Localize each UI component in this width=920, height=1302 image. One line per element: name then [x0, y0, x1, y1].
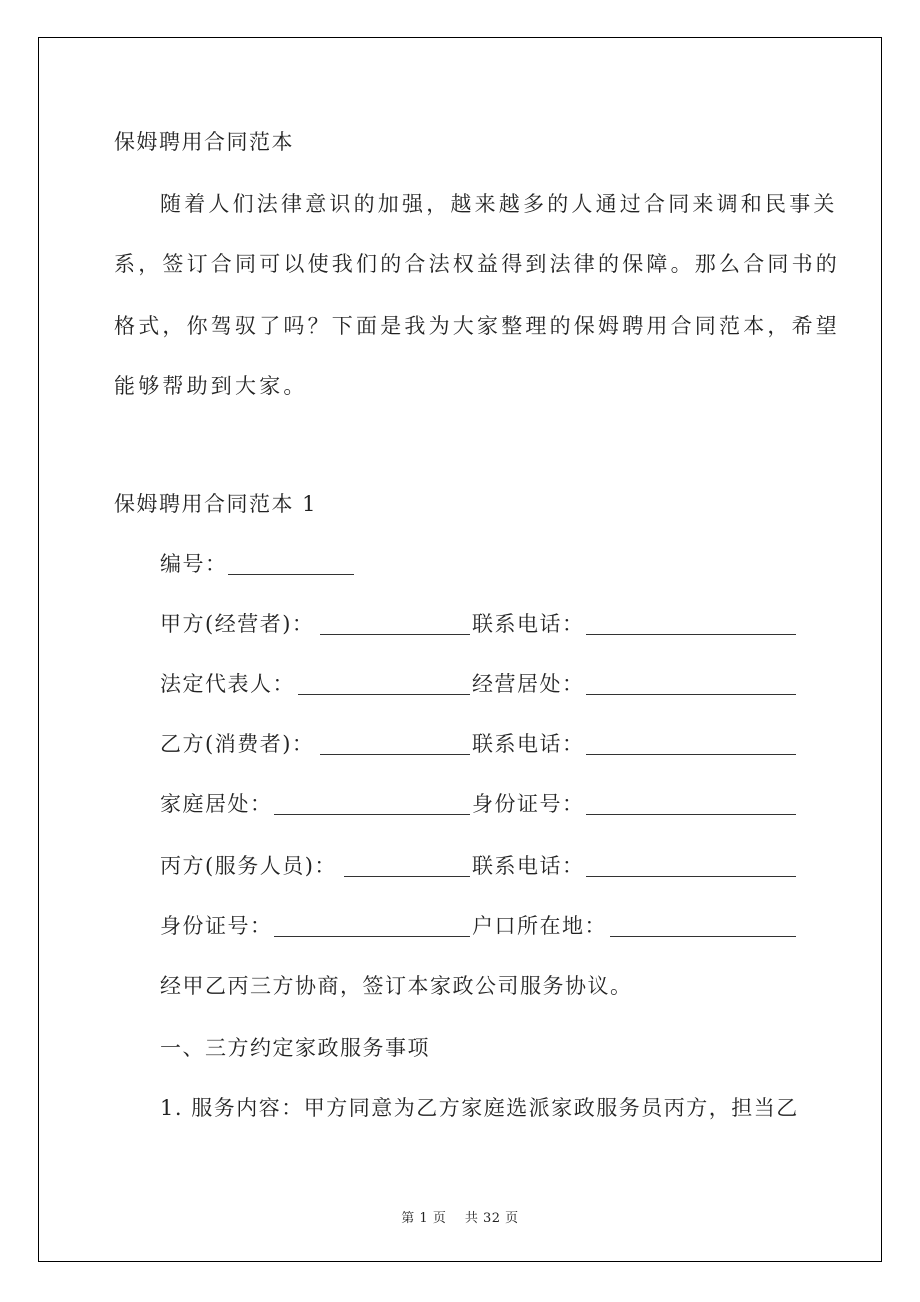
business-address-blank [586, 694, 796, 695]
party-a-row [160, 610, 796, 638]
page-border [38, 37, 882, 1262]
party-b-phone-blank [586, 754, 796, 755]
party-b-id-label: 身份证号： [472, 792, 585, 816]
household-registration-blank [610, 936, 796, 937]
serial-number-row [160, 550, 796, 578]
legal-rep-blank [298, 694, 470, 695]
party-b-id-blank [586, 814, 796, 815]
serial-number-blank [228, 574, 354, 575]
home-address-row [160, 790, 796, 818]
page-number: 第 1 页 [401, 1211, 447, 1226]
party-c-phone-blank [586, 876, 796, 877]
home-address-label: 家庭居处： [160, 792, 273, 816]
section-title: 保姆聘用合同范本 1 [114, 492, 318, 516]
party-c-id-blank [274, 936, 470, 937]
business-address-label: 经营居处： [472, 672, 585, 696]
party-a-blank [320, 634, 470, 635]
party-c-phone-label: 联系电话： [472, 854, 585, 878]
party-c-id-row [160, 912, 796, 940]
agreement-statement: 经甲乙丙三方协商，签订本家政公司服务协议。 [160, 974, 633, 998]
page-total: 共 32 页 [464, 1211, 519, 1226]
household-registration-label: 户口所在地： [472, 914, 607, 938]
page-footer [0, 1207, 920, 1226]
party-a-label: 甲方(经营者)： [160, 612, 315, 636]
party-a-phone-label: 联系电话： [472, 612, 585, 636]
party-c-label: 丙方(服务人员)： [160, 854, 337, 878]
party-c-id-label: 身份证号： [160, 914, 273, 938]
legal-rep-label: 法定代表人： [160, 672, 295, 696]
party-a-phone-blank [586, 634, 796, 635]
clause-1-text: 1. 服务内容：甲方同意为乙方家庭选派家政服务员丙方，担当乙 [160, 1096, 799, 1120]
party-b-label: 乙方(消费者)： [160, 732, 315, 756]
party-b-phone-label: 联系电话： [472, 732, 585, 756]
legal-rep-row [160, 670, 796, 698]
party-b-blank [320, 754, 470, 755]
clause-heading: 一、三方约定家政服务事项 [160, 1036, 430, 1060]
party-c-blank [344, 876, 470, 877]
intro-line-4: 能够帮助到大家。 [114, 374, 308, 398]
serial-number-label: 编号： [160, 552, 228, 576]
intro-line-1: 随着人们法律意识的加强，越来越多的人通过合同来调和民事关 [160, 192, 838, 216]
party-c-row [160, 852, 796, 880]
home-address-blank [274, 814, 470, 815]
intro-line-3: 格式，你驾驭了吗？下面是我为大家整理的保姆聘用合同范本，希望 [114, 314, 840, 338]
intro-line-2: 系，签订合同可以使我们的合法权益得到法律的保障。那么合同书的 [114, 252, 840, 276]
document-title: 保姆聘用合同范本 [114, 130, 294, 154]
party-b-row [160, 730, 796, 758]
